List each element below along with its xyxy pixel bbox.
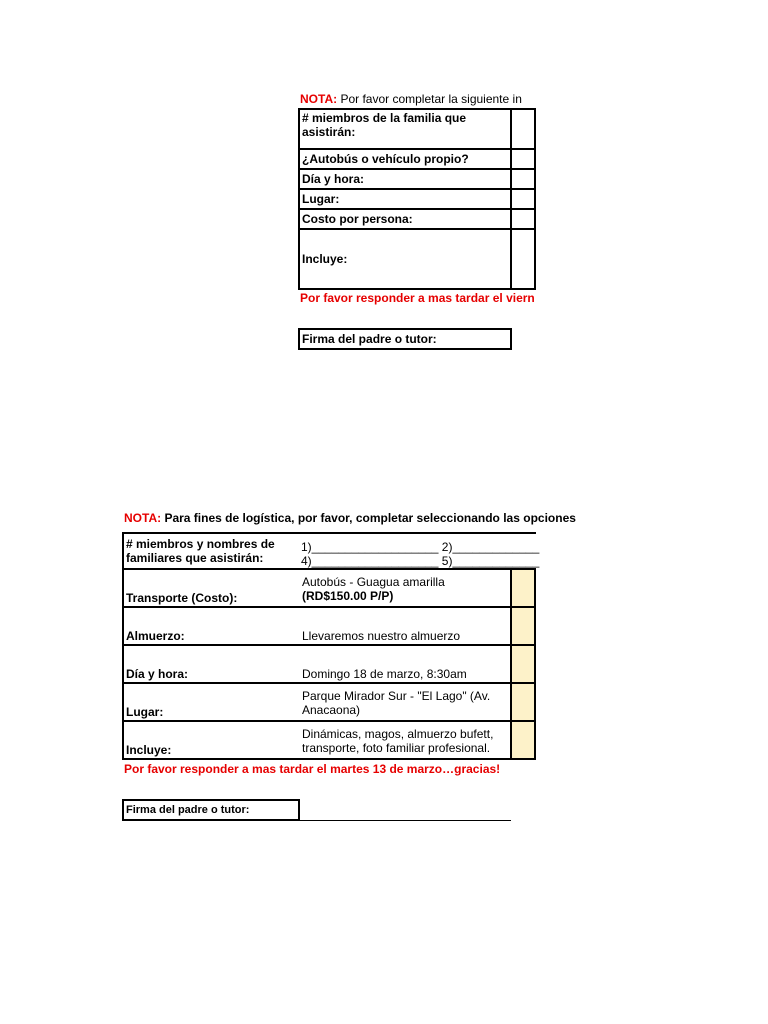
form1-label-place: Lugar:: [298, 190, 512, 210]
form1-answer-transport[interactable]: [510, 150, 536, 170]
form2-value-transport: Autobús - Guagua amarilla (RD$150.00 P/P): [300, 570, 512, 608]
form2-members-line-1[interactable]: 1)___________________ 2)_____________: [301, 540, 540, 554]
form1-note-text: Por favor completar la siguiente in: [337, 92, 522, 106]
form1-answer-day-time[interactable]: [510, 170, 536, 190]
form1-label-cost: Costo por persona:: [298, 210, 512, 230]
form1-label-members: # miembros de la familia que asistirán:: [298, 108, 512, 150]
form2-checkbox-place[interactable]: [510, 684, 536, 722]
form2-label-members: # miembros y nombres de familiares que asistirán:: [122, 532, 300, 570]
form2-value-includes: Dinámicas, magos, almuerzo bufett, transporte, foto familiar profesional.: [300, 722, 512, 760]
form2-signature-label: Firma del padre o tutor:: [126, 804, 250, 816]
form2-checkbox-transport[interactable]: [510, 570, 536, 608]
form2-checkbox-includes[interactable]: [510, 722, 536, 760]
form1-answer-place[interactable]: [510, 190, 536, 210]
form2-members-line-2[interactable]: 4)___________________ 5)_____________: [301, 554, 540, 568]
form2-label-lunch: Almuerzo:: [122, 608, 300, 646]
form2-note-prefix: NOTA:: [124, 511, 162, 525]
form2-note: [124, 511, 576, 525]
form1-signature-label: Firma del padre o tutor:: [302, 332, 437, 346]
form2-deadline: Por favor responder a mas tardar el martes 13 de marzo…gracias!: [124, 762, 501, 776]
form2-signature-box: [122, 799, 300, 821]
form1-answer-cost[interactable]: [510, 210, 536, 230]
form1-label-includes: Incluye:: [298, 230, 512, 290]
form2-checkbox-day-time[interactable]: [510, 646, 536, 684]
form1-label-transport: ¿Autobús o vehículo propio?: [298, 150, 512, 170]
form2-value-day-time: Domingo 18 de marzo, 8:30am: [300, 646, 512, 684]
form2-value-place: Parque Mirador Sur - "El Lago" (Av. Anacaona): [300, 684, 512, 722]
form2-note-text: Para fines de logística, por favor, completar seleccionando las opciones: [161, 511, 576, 525]
form2-members-lines[interactable]: [300, 532, 540, 570]
form2-label-includes: Incluye:: [122, 722, 300, 760]
form2-label-transport: Transporte (Costo):: [122, 570, 300, 608]
form1-note: [300, 92, 534, 106]
form2-signature-line[interactable]: [300, 806, 511, 821]
form2-label-place: Lugar:: [122, 684, 300, 722]
form2-value-lunch: Llevaremos nuestro almuerzo: [300, 608, 512, 646]
form1-label-day-time: Día y hora:: [298, 170, 512, 190]
form1-answer-members[interactable]: [510, 108, 536, 150]
form2-checkbox-lunch[interactable]: [510, 608, 536, 646]
form1-answer-includes[interactable]: [510, 230, 536, 290]
form1-deadline: Por favor responder a mas tardar el viern: [300, 291, 535, 305]
form1-note-prefix: NOTA:: [300, 92, 338, 106]
form1-signature-box[interactable]: [298, 328, 512, 350]
form2-label-day-time: Día y hora:: [122, 646, 300, 684]
